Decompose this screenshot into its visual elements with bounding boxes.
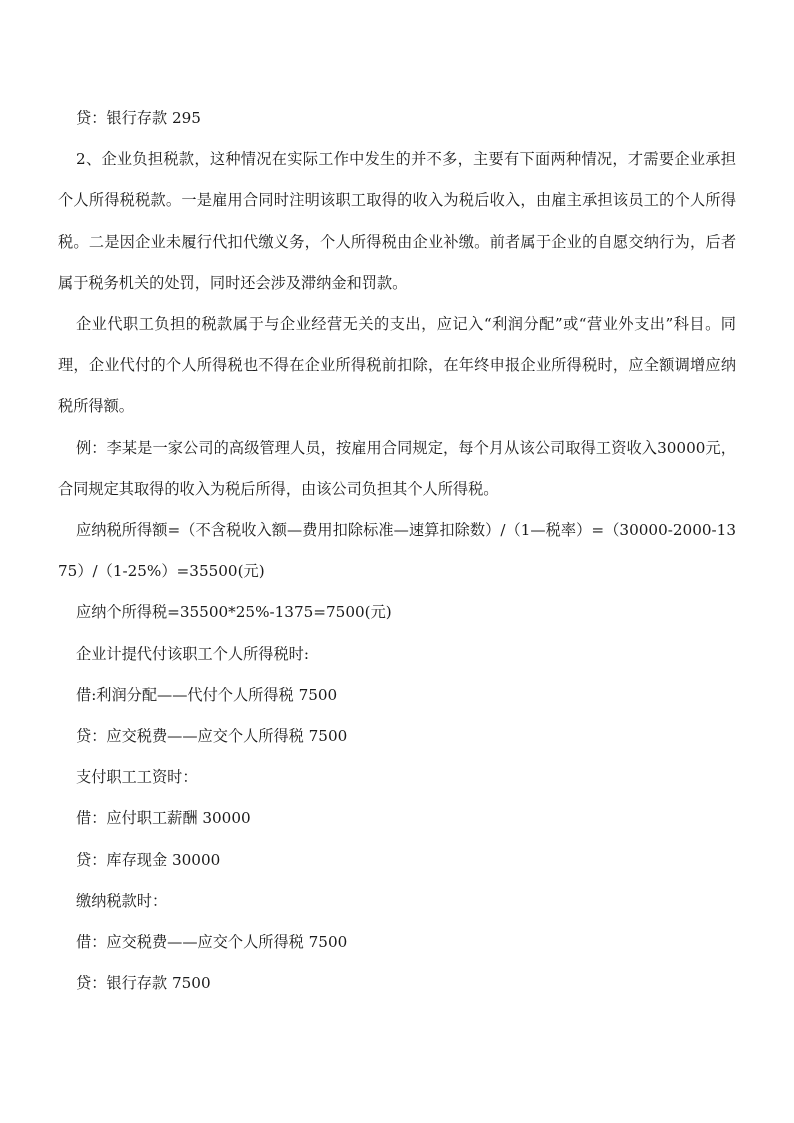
paragraph-credit-cash: 贷：库存现金 30000 bbox=[76, 850, 221, 869]
paragraph-credit-bank-295: 贷：银行存款 295 bbox=[76, 109, 201, 127]
paragraph-credit-tax-payable: 贷：应交税费——应交个人所得税 7500 bbox=[76, 727, 348, 746]
document-page bbox=[58, 98, 736, 1004]
paragraph-accounting-treatment: 企业代职工负担的税款属于与企业经营无关的支出，应记入“利润分配”或“营业外支出”科目。同理，企业代付的个人所得税也不得在企业所得税前扣除，在年终申报企业所得税时，应全额调增应纳税所得额。 bbox=[58, 315, 736, 416]
paragraph-tax-payable: 应纳个所得税=35500*25%-1375=7500(元) bbox=[76, 603, 392, 622]
paragraph-enterprise-bears-tax: 2、企业负担税款，这种情况在实际工作中发生的并不多，主要有下面两种情况，才需要企业承担个人所得税税款。一是雇用合同时注明该职工取得的收入为税后收入，由雇主承担该员工的个人所得税。二是因企业未履行代扣代缴义务，个人所得税由企业补缴。前者属于企业的自愿交纳行为，后者属于税务机关的处罚，同时还会涉及滞纳金和罚款。 bbox=[58, 150, 736, 292]
paragraph-debit-payroll: 借：应付职工薪酬 30000 bbox=[76, 809, 251, 828]
paragraph-debit-tax-payable: 借：应交税费——应交个人所得税 7500 bbox=[76, 933, 348, 952]
paragraph-tax-payment-heading: 缴纳税款时： bbox=[76, 891, 168, 910]
paragraph-credit-bank-7500: 贷：银行存款 7500 bbox=[76, 974, 211, 993]
paragraph-accrual-heading: 企业计提代付该职工个人所得税时: bbox=[76, 644, 309, 663]
paragraph-debit-profit-distribution: 借:利润分配——代付个人所得税 7500 bbox=[76, 685, 338, 704]
paragraph-taxable-income-formula: 应纳税所得额=（不含税收入额—费用扣除标准—速算扣除数）/（1—税率）=（30000-2000-1375）/（1-25%）=35500(元) bbox=[58, 521, 736, 581]
paragraph-example: 例：李某是一家公司的高级管理人员，按雇用合同规定，每个月从该公司取得工资收入30000元，合同规定其取得的收入为税后所得，由该公司负担其个人所得税。 bbox=[58, 438, 736, 498]
paragraph-payroll-heading: 支付职工工资时： bbox=[76, 768, 198, 787]
